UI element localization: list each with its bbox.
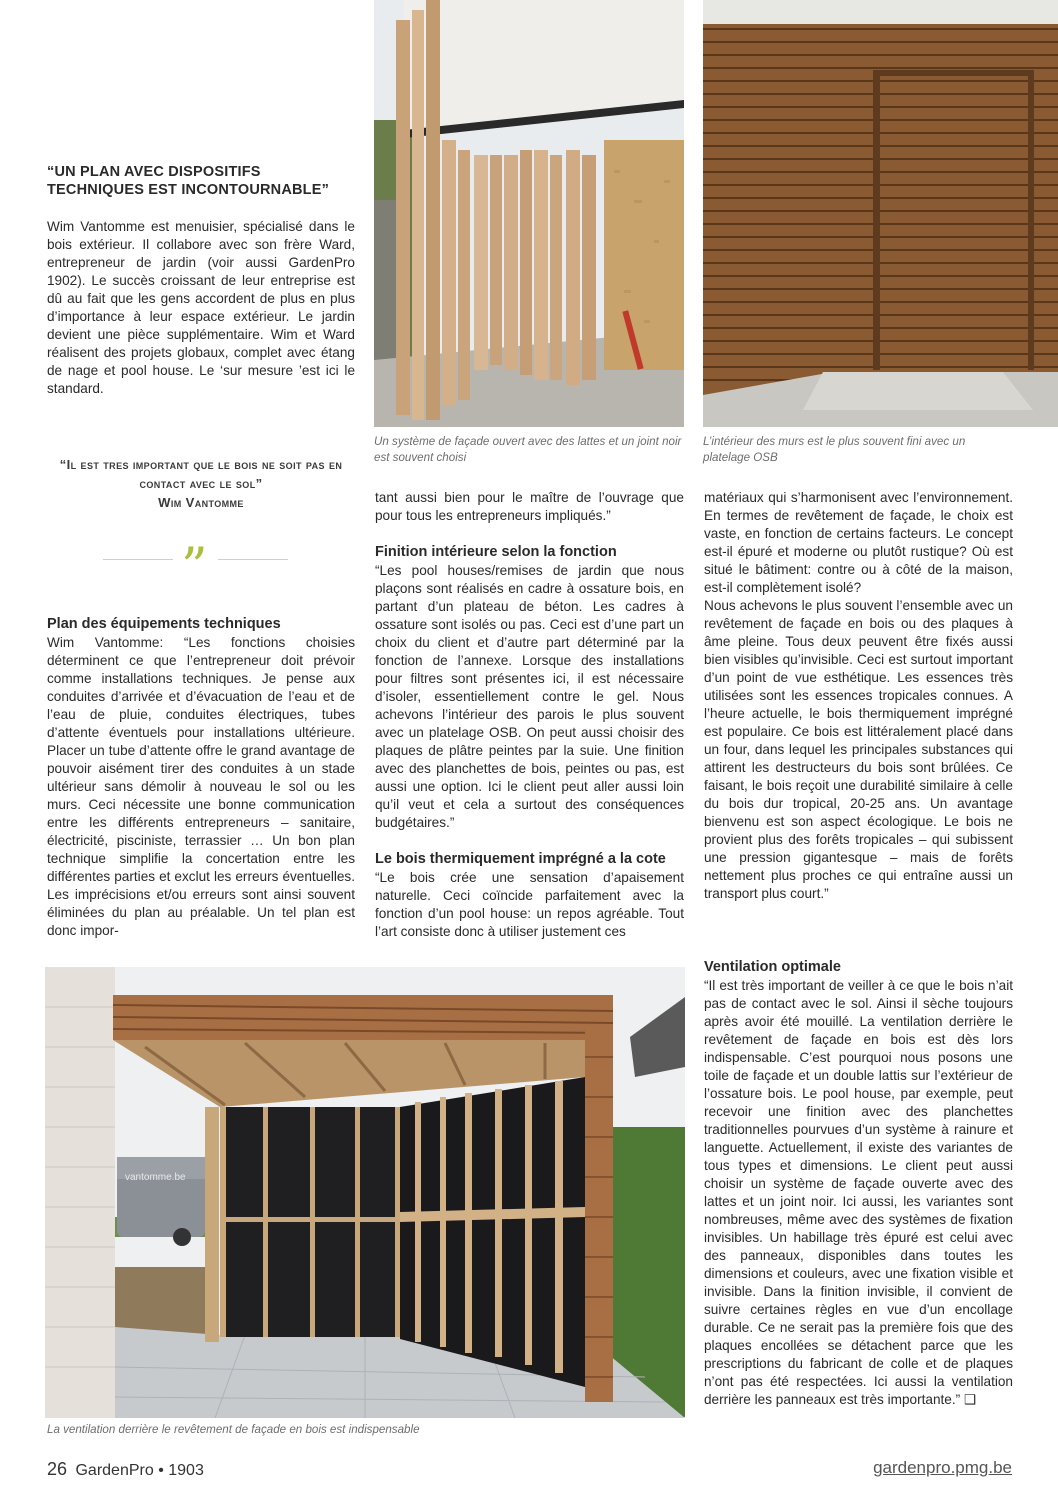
slat-gap — [703, 314, 1058, 316]
pull-quote — [47, 455, 355, 512]
slat-gap — [703, 366, 1058, 368]
page-number: 26 — [47, 1459, 68, 1479]
section-title-bois-thermique: Le bois thermiquement imprégné a la cote — [375, 851, 666, 867]
footer-url-link[interactable]: gardenpro.pmg.be — [873, 1458, 1012, 1477]
slat-gap — [703, 301, 1058, 303]
slat-gap — [703, 171, 1058, 173]
slat-gap — [703, 184, 1058, 186]
col2-continuation: tant aussi bien pour le maître de l’ouvrage que pour tous les entrepreneurs impliqués.” — [375, 490, 684, 523]
slat-gap — [703, 275, 1058, 277]
slat-gap — [703, 223, 1058, 225]
quote-divider-left — [103, 559, 173, 560]
section-title-finition: Finition intérieure selon la fonction — [375, 544, 617, 560]
slat-gap — [703, 80, 1058, 82]
col3-paragraphs — [704, 489, 1013, 903]
caption-photo-open-facade: Un système de façade ouvert avec des lattes et un joint noir est souvent choisi — [374, 435, 682, 464]
quote-divider-right — [218, 559, 288, 560]
slat-gap — [703, 353, 1058, 355]
caption-photo-pool-house: La ventilation derrière le revêtement de façade en bois est indispensable — [47, 1423, 420, 1436]
slat-gap — [703, 132, 1058, 134]
slat-gap — [703, 210, 1058, 212]
slat-gap — [703, 262, 1058, 264]
slat-gap — [703, 41, 1058, 43]
intro-paragraph: Wim Vantomme est menuisier, spécialisé dans le bois extérieur. Il collabore avec son frère Ward, entrepreneur de jardin (voir aussi GardenPro 1902). Le succès croissant de leur entreprise est dû au fait que les gens accordent de plus en plus d’importance à leur espace extérieur. Le jardin devient une pièce supplémentaire. Wim et Ward réalisent des projets globaux, complet avec étang de nage et pool house. Le ‘sur mesure ’est ici le standard. — [47, 219, 355, 396]
slat-gap — [703, 145, 1058, 147]
photo-horizontal-wood-facade — [703, 0, 1058, 427]
section-title-plan: Plan des équipements techniques — [47, 616, 281, 632]
photo-open-facade — [374, 0, 684, 427]
section-text-plan: Wim Vantomme: “Les fonctions choisies déterminent ce que l’entrepreneur doit prévoir comme installations techniques. Je pense aux conduites d’arrivée et d’évacuation de l’eau et de l’eau de pluie, conduites électriques, tubes d’attente éventuels pour installations ultérieure. Placer un tube d’attente offre le grand avantage de pouvoir aisément tirer des conduites à un stade ultérieur sans démolir à nouveau le sol ou les murs. Ceci nécessite une bonne communication entre les différents entrepreneurs – sanitaire, électricité, pisciniste, terrassier … Un bon plan technique simplifie la concertation entre les différentes parties et exclut les erreurs éventuelles. Les imprécisions et/ou erreurs sont ainsi souvent éliminées du plan au préalable. Un tel plan est donc impor- — [47, 635, 355, 938]
slat-gap — [703, 67, 1058, 69]
slat-gap — [703, 236, 1058, 238]
article-heading: “UN PLAN AVEC DISPOSITIFS TECHNIQUES EST INCONTOURNABLE” — [47, 164, 330, 198]
slat-gap — [703, 327, 1058, 329]
photo-pool-house-construction — [45, 967, 685, 1418]
van-lettering: vantomme.be — [125, 1172, 186, 1183]
col3-paragraph-2: Nous achevons le plus souvent l’ensemble avec un revêtement de façade en bois ou des plaques à âme pleine. Tous deux peuvent être fixés aussi bien visibles qu’invisible. Ceci est surtout important d’un point de vue esthétique. Les essences très utilisées sont les essences tropicales connues. A l’heure actuelle, le bois thermiquement imprégné est populaire. Ce bois est littéralement placé dans un four, dans lequel les principales substances qui attirent les destructeurs du bois sont brûlées. Ce faisant, le bois reçoit une durabilité similaire à celle du bois dur tropical, 20-25 ans. Un avantage bienvenu est son aspect écologique. Le bois ne provient plus des forêts tropicales – qui subissent une pression gigantesque – mais de forêts nettement plus proches ce qui entraîne aussi un transport plus court.” — [704, 598, 1013, 901]
slat-gap — [703, 288, 1058, 290]
magazine-issue: GardenPro • 1903 — [75, 1462, 204, 1479]
caption-photo-horizontal-wood-facade: L’intérieur des murs est le plus souvent fini avec un platelage OSB — [703, 435, 966, 464]
pull-quote-text: “Il est tres important que le bois ne soit pas en contact avec le sol” — [59, 457, 343, 491]
slat-gap — [703, 119, 1058, 121]
section-text-finition: “Les pool houses/remises de jardin que nous plaçons sont réalisés en cadre à ossature bois, en partant d’un plateau de béton. Les cadres à ossature sont isolés ou pas. Ceci est d’une part un choix du client et d’autre part déterminé par la fonction de l’annexe. Lorsque des installations pour filtres sont présentes ici, il est nécessaire d’isoler, essentiellement contre le gel. Nous achevons l’intérieur des parois le plus souvent avec un platelage OSB. On peut aussi choisir des plaques de plâtre peintes par la suie. Une finition avec des planchettes de bois, peintes ou pas, est aussi une option. Ici le client peut aller aussi loin qu’il veut et cela a surtout des conséquences budgétaires.” — [375, 563, 684, 830]
ventilation-text: “Il est très important de veiller à ce que le bois n’ait pas de contact avec le sol. Ainsi il sèche toujours après avoir été mouillé. La ventilation derrière le revêtement de façade en bois est dès lors indispensable. C’est pourquoi nous posons une toile de façade et un double lattis sur l’extérieur de l’ossature bois. Le pool house, par exemple, peut recevoir une finition avec des planchettes traditionnelles pourvues d’un système à rainure et languette. Actuellement, il existe des variantes de tous types et dimensions. Le client peut aussi choisir un système de façade ouverte avec des lattes et un joint noir. Ici aussi, les variantes sont nombreuses, même avec des systèmes de fixation invisibles. Un habillage très épuré est celui avec des panneaux, disponibles dans toutes les dimensions et couleurs, avec une fixation visible et invisible. Dans la finition invisible, il convient de suivre certaines règles en vue d’un encollage durable. Ce ne serait pas la première fois que des plaques encollées se détachent parce que les prescriptions du fabricant de colle et de plaques n’ont pas été respectées. Ici aussi la ventilation derrière les panneaux est très importante.” — [704, 978, 1013, 1407]
footer-left — [47, 1459, 204, 1480]
slat-gap — [703, 249, 1058, 251]
section-title-ventilation: Ventilation optimale — [704, 959, 841, 975]
end-mark-icon: ❑ — [963, 1392, 977, 1407]
slat-gap — [703, 158, 1058, 160]
slat-gap — [703, 54, 1058, 56]
pull-quote-author: Wim Vantomme — [158, 495, 244, 510]
quote-ornament-icon: ” — [181, 538, 208, 598]
section-text-bois-thermique: “Le bois crée une sensation d’apaisement naturelle. Ceci coïncide parfaitement avec la fonction d’un pool house: un repos agréable. Tout l’art consiste donc à utiliser justement ces — [375, 870, 684, 939]
col3-paragraph-1: matériaux qui s’harmonisent avec l’environnement. En termes de revêtement de façade, le choix est vaste, en fonction de certains facteurs. Le concept est-il épuré et moderne ou plutôt rustique? Où est situé le bâtiment: contre ou à côté de la maison, est-il complètement isolé? — [704, 490, 1013, 595]
slat-gap — [703, 28, 1058, 30]
slat-gap — [703, 106, 1058, 108]
section-text-ventilation — [704, 977, 1013, 1409]
slat-gap — [703, 93, 1058, 95]
slat-gap — [703, 197, 1058, 199]
slat-gap — [703, 340, 1058, 342]
